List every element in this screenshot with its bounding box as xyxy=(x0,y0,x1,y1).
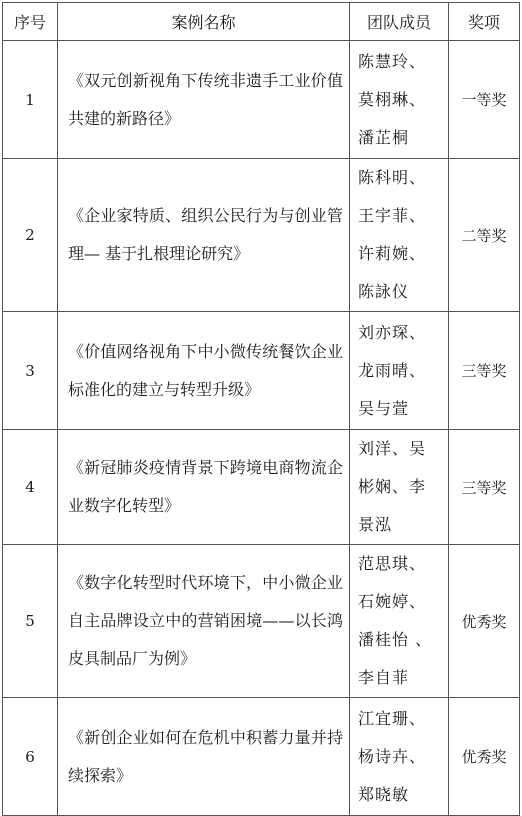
case-name-cell: 《新冠肺炎疫情背景下跨境电商物流企业数字化转型》 xyxy=(58,430,350,545)
members-cell: 范思琪、石婉婷、潘桂怡 、李自菲 xyxy=(350,545,449,698)
header-row xyxy=(3,3,520,41)
case-name-cell: 《企业家特质、组织公民行为与创业管理— 基于扎根理论研究》 xyxy=(58,159,350,312)
members-cell: 刘洋、吴彬娴、李景泓 xyxy=(350,430,449,545)
row-index: 6 xyxy=(3,698,58,816)
row-index: 3 xyxy=(3,312,58,430)
table-row xyxy=(3,698,520,816)
row-index: 2 xyxy=(3,159,58,312)
award-cell: 三等奖 xyxy=(449,312,520,430)
table-row xyxy=(3,312,520,430)
award-cell: 优秀奖 xyxy=(449,545,520,698)
case-name-cell: 《数字化转型时代环境下，中小微企业自主品牌设立中的营销困境——以长鸿皮具制品厂为例》 xyxy=(58,545,350,698)
case-name-cell: 《价值网络视角下中小微传统餐饮企业标准化的建立与转型升级》 xyxy=(58,312,350,430)
award-cell: 优秀奖 xyxy=(449,698,520,816)
table-row xyxy=(3,545,520,698)
members-cell: 陈慧玲、莫栩琳、潘芷桐 xyxy=(350,41,449,159)
award-table xyxy=(2,2,520,816)
header-award: 奖项 xyxy=(449,3,520,41)
members-cell: 江宜珊、杨诗卉、郑晓敏 xyxy=(350,698,449,816)
header-index: 序号 xyxy=(3,3,58,41)
row-index: 1 xyxy=(3,41,58,159)
award-cell: 二等奖 xyxy=(449,159,520,312)
award-cell: 三等奖 xyxy=(449,430,520,545)
header-members: 团队成员 xyxy=(350,3,449,41)
members-cell: 刘亦琛、龙雨晴、吴与萱 xyxy=(350,312,449,430)
table-row xyxy=(3,159,520,312)
table-row xyxy=(3,430,520,545)
case-name-cell: 《双元创新视角下传统非遗手工业价值共建的新路径》 xyxy=(58,41,350,159)
case-name-cell: 《新创企业如何在危机中积蓄力量并持续探索》 xyxy=(58,698,350,816)
row-index: 4 xyxy=(3,430,58,545)
award-cell: 一等奖 xyxy=(449,41,520,159)
table-row xyxy=(3,41,520,159)
members-cell: 陈科明、王宇菲、许莉婉、陈詠仪 xyxy=(350,159,449,312)
row-index: 5 xyxy=(3,545,58,698)
header-case-name: 案例名称 xyxy=(58,3,350,41)
